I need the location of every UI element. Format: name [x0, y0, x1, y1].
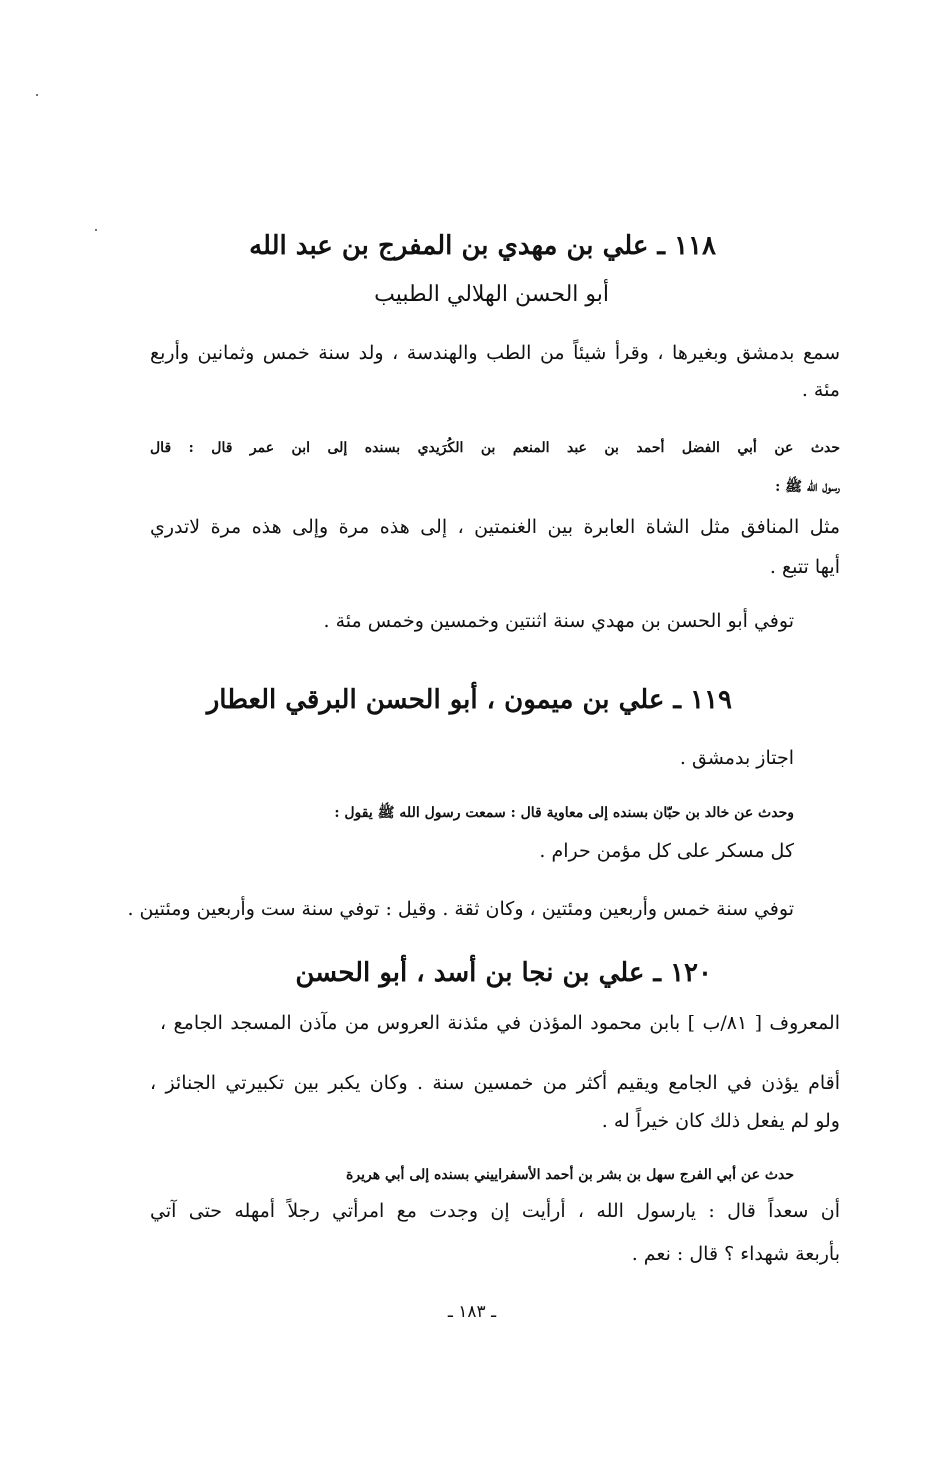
- entry-subheading: أبو الحسن الهلالي الطبيب: [374, 282, 609, 307]
- bio-line: المعروف [ ٨١/ب ] بابن محمود المؤذن في مئذنة العروس من مآذن المسجد الجامع ،: [160, 1012, 840, 1034]
- page-number: ـ ١٨٣ ـ: [447, 1302, 497, 1322]
- entry-heading: ١٢٠ ـ علي بن نجا بن أسد ، أبو الحسن: [295, 958, 712, 988]
- death-note: توفي سنة خمس وأربعين ومئتين ، وكان ثقة . وقيل : توفي سنة ست وأربعين ومئتين .: [127, 898, 794, 920]
- entry-heading: ١١٩ ـ علي بن ميمون ، أبو الحسن البرقي العطار: [206, 685, 732, 715]
- isnad-line: حدث عن أبي الفضل أحمد بن عبد المنعم بن الكُرَيدي بسنده إلى ابن عمر قال : قال: [150, 440, 840, 456]
- isnad-line: وحدث عن خالد بن حبّان بسنده إلى معاوية قال : سمعت رسول الله ﷺ يقول :: [334, 805, 794, 821]
- hadith-line: أيها تتبع .: [769, 556, 840, 578]
- hadith-line: كل مسكر على كل مؤمن حرام .: [539, 840, 794, 862]
- death-note: توفي أبو الحسن بن مهدي سنة اثنتين وخمسين وخمس مئة .: [323, 610, 794, 632]
- hadith-line: مثل المنافق مثل الشاة العابرة بين الغنمتين ، إلى هذه مرة وإلى هذه مرة لاتدري: [150, 516, 840, 538]
- bio-line: مئة .: [801, 379, 840, 401]
- scan-speck: [95, 229, 97, 231]
- hadith-line: أن سعداً قال : يارسول الله ، أرأيت إن وجدت مع امرأتي رجلاً أمهله حتى آتي: [150, 1200, 840, 1222]
- scan-speck: [36, 94, 38, 96]
- entry-heading: ١١٨ ـ علي بن مهدي بن المفرج بن عبد الله: [249, 231, 716, 261]
- bio-line: سمع بدمشق وبغيرها ، وقرأ شيئاً من الطب والهندسة ، ولد سنة خمس وثمانين وأربع: [150, 342, 840, 364]
- bio-line: أقام يؤذن في الجامع ويقيم أكثر من خمسين سنة . وكان يكبر بين تكبيرتي الجنائز ،: [150, 1072, 840, 1094]
- bio-line: اجتاز بدمشق .: [679, 747, 794, 769]
- isnad-line: حدث عن أبي الفرج سهل بن بشر بن أحمد الأسفراييني بسنده إلى أبي هريرة: [346, 1167, 794, 1183]
- isnad-line: رسول الله ﷺ :: [775, 479, 840, 495]
- hadith-line: بأربعة شهداء ؟ قال : نعم .: [631, 1243, 840, 1265]
- bio-line: ولو لم يفعل ذلك كان خيراً له .: [601, 1110, 840, 1132]
